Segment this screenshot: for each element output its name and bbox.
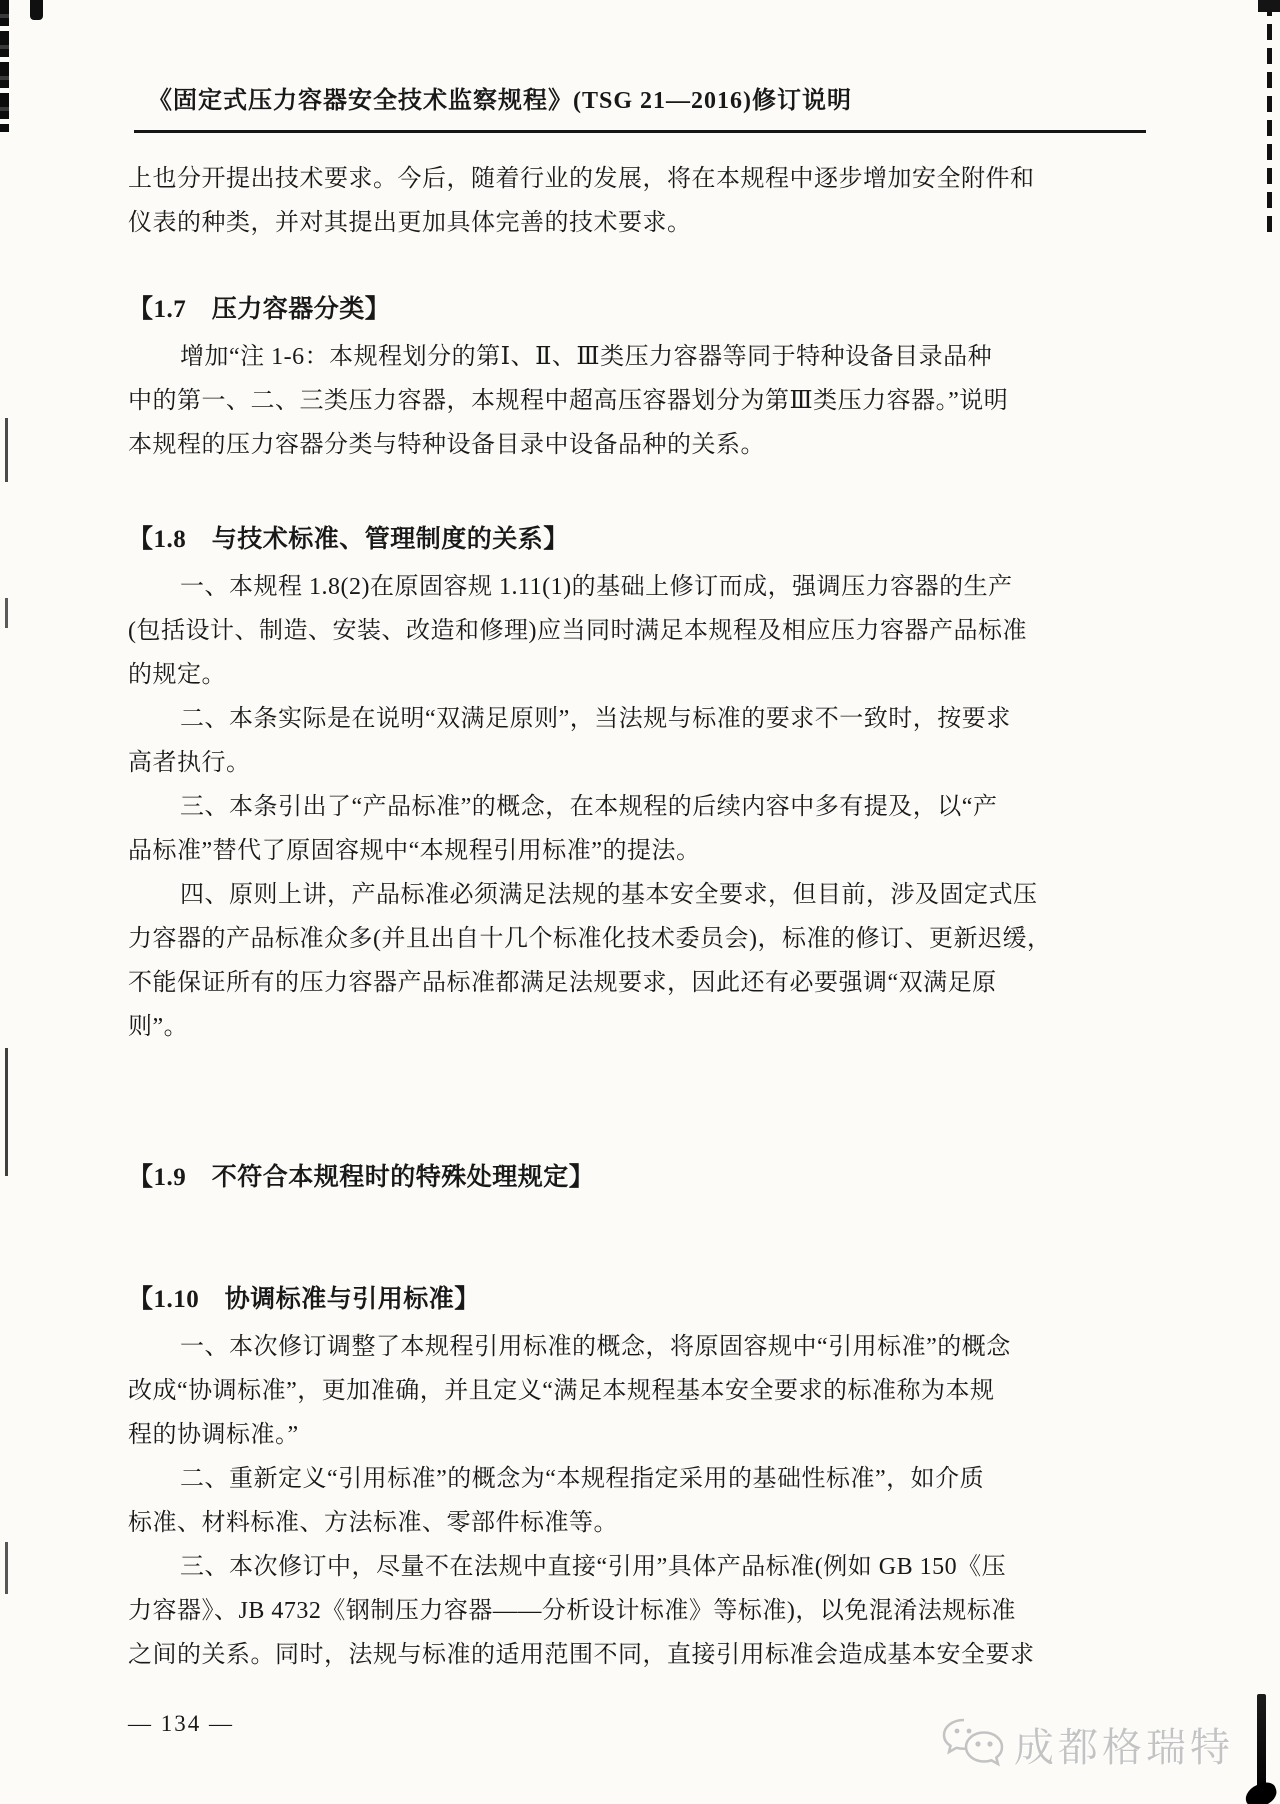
paragraph-1-8-3 bbox=[128, 785, 1188, 873]
watermark-text: 成都格瑞特 bbox=[1014, 1726, 1234, 1770]
text-line: 则”。 bbox=[128, 1014, 189, 1040]
text-line: 程的协调标准。” bbox=[128, 1422, 299, 1448]
text-line: 二、重新定义“引用标准”的概念为“本规程指定采用的基础性标准”，如介质 bbox=[180, 1466, 985, 1492]
header-rule bbox=[134, 130, 1146, 133]
section-heading-1-8: 【1.8 与技术标准、管理制度的关系】 bbox=[128, 526, 569, 553]
text-line: 一、本次修订调整了本规程引用标准的概念，将原固容规中“引用标准”的概念 bbox=[180, 1334, 1011, 1360]
page-number: — 134 — bbox=[128, 1711, 234, 1736]
wechat-icon bbox=[942, 1716, 1004, 1773]
text-line: 改成“协调标准”，更加准确，并且定义“满足本规程基本安全要求的标准称为本规 bbox=[128, 1378, 995, 1404]
text-line: 三、本条引出了“产品标准”的概念，在本规程的后续内容中多有提及，以“产 bbox=[180, 794, 998, 820]
text-line: 的规定。 bbox=[128, 662, 226, 688]
watermark bbox=[942, 1716, 1234, 1773]
paragraph-intro bbox=[128, 157, 1188, 245]
section-heading-1-10: 【1.10 协调标准与引用标准】 bbox=[128, 1286, 480, 1313]
text-line: 上也分开提出技术要求。今后，随着行业的发展，将在本规程中逐步增加安全附件和 bbox=[128, 166, 1035, 192]
text-line: 标准、材料标准、方法标准、零部件标准等。 bbox=[128, 1510, 618, 1536]
text-line: 品标准”替代了原固容规中“本规程引用标准”的提法。 bbox=[128, 838, 701, 864]
page-header-title: 《固定式压力容器安全技术监察规程》(TSG 21—2016)修订说明 bbox=[148, 88, 853, 114]
text-line: 本规程的压力容器分类与特种设备目录中设备品种的关系。 bbox=[128, 432, 765, 458]
paragraph-1-10-1 bbox=[128, 1325, 1188, 1457]
paragraph-1-8-4 bbox=[128, 873, 1188, 1049]
text-line: 之间的关系。同时，法规与标准的适用范围不同，直接引用标准会造成基本安全要求 bbox=[128, 1642, 1035, 1668]
text-line: 三、本次修订中，尽量不在法规中直接“引用”具体产品标准(例如 GB 150《压 bbox=[180, 1554, 1007, 1580]
text-line: 二、本条实际是在说明“双满足原则”，当法规与标准的要求不一致时，按要求 bbox=[180, 706, 1011, 732]
paragraph-1-7 bbox=[128, 335, 1188, 467]
paragraph-1-10-3 bbox=[128, 1545, 1188, 1677]
paragraph-1-8-2 bbox=[128, 697, 1188, 785]
paragraph-1-8-1 bbox=[128, 565, 1188, 697]
text-line: 一、本规程 1.8(2)在原固容规 1.11(1)的基础上修订而成，强调压力容器的生产 bbox=[180, 574, 1013, 600]
text-line: 不能保证所有的压力容器产品标准都满足法规要求，因此还有必要强调“双满足原 bbox=[128, 970, 997, 996]
text-line: 高者执行。 bbox=[128, 750, 251, 776]
section-heading-1-7: 【1.7 压力容器分类】 bbox=[128, 296, 391, 323]
text-line: 中的第一、二、三类压力容器，本规程中超高压容器划分为第Ⅲ类压力容器。”说明 bbox=[128, 388, 1009, 414]
text-line: 力容器》、JB 4732《钢制压力容器——分析设计标准》等标准)，以免混淆法规标准 bbox=[128, 1598, 1016, 1624]
text-line: (包括设计、制造、安装、改造和修理)应当同时满足本规程及相应压力容器产品标准 bbox=[128, 618, 1027, 644]
section-heading-1-9: 【1.9 不符合本规程时的特殊处理规定】 bbox=[128, 1164, 595, 1191]
text-line: 力容器的产品标准众多(并且出自十几个标准化技术委员会)，标准的修订、更新迟缓， bbox=[128, 926, 1052, 952]
text-line: 增加“注 1-6：本规程划分的第Ⅰ、Ⅱ、Ⅲ类压力容器等同于特种设备目录品种 bbox=[180, 344, 993, 370]
text-line: 仪表的种类，并对其提出更加具体完善的技术要求。 bbox=[128, 210, 692, 236]
paragraph-1-10-2 bbox=[128, 1457, 1188, 1545]
text-line: 四、原则上讲，产品标准必须满足法规的基本安全要求，但目前，涉及固定式压 bbox=[180, 882, 1038, 908]
